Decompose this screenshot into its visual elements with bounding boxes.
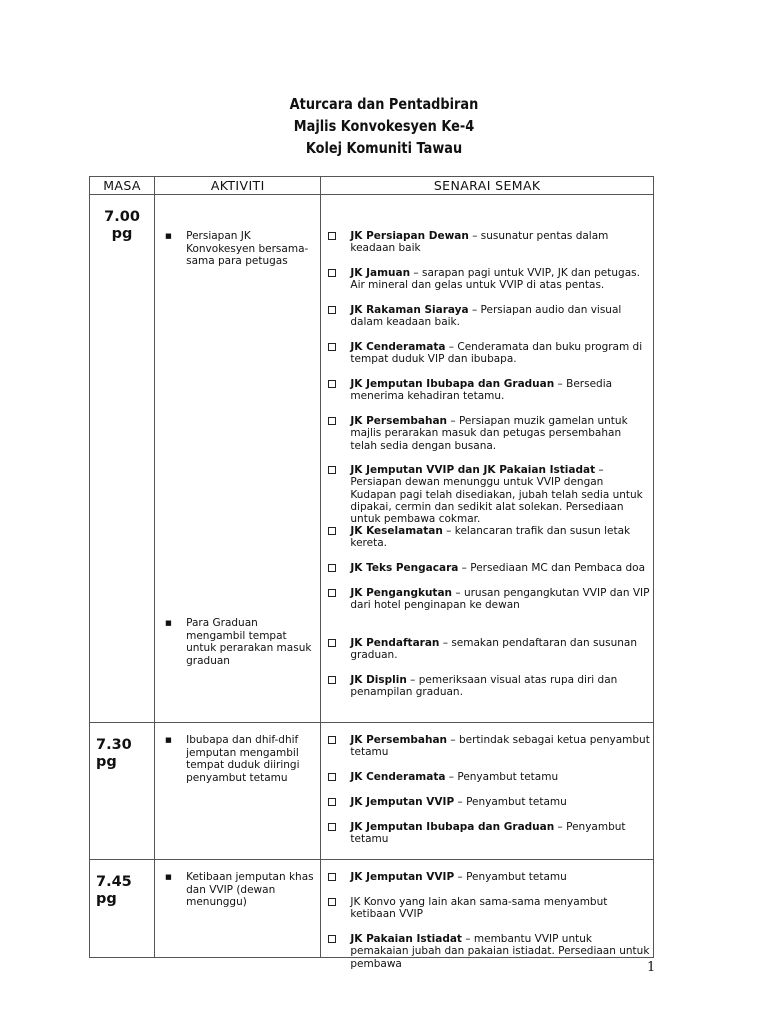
masa-suffix: pg [111,226,133,242]
document-title-line3: Kolej Komuniti Tawau [305,139,463,157]
square-bullet-icon: ■ [165,736,172,744]
square-bullet-icon: ■ [165,232,172,240]
senarai-semak-cell: JK Jemputan VVIP – Penyambut tetamu JK Konvo yang lain akan sama-sama menyambut ketibaan VVIP JK Pakaian Istiadat – membantu VVIP untuk pemakaian jubah dan pakaian istiadat. Persediaan untuk pembawa [321,860,654,958]
masa-value: 7.00 [104,209,140,225]
schedule-table [89,176,654,970]
senarai-semak-cell: JK Persembahan – bertindak sebagai ketua penyambut tetamu JK Cenderamata – Penyambut tetamu JK Jemputan VVIP – Penyambut tetamu JK Jemputan Ibubapa dan Graduan – Penyambut tetamu [321,723,654,860]
aktiviti-cell: ■ Persiapan JK Konvokesyen bersama-sama para petugas ■ Para Graduan mengambil tempat untuk perarakan masuk graduan [155,195,321,723]
masa-cell [90,860,155,958]
masa-time [90,723,154,771]
masa-value: 7.30 [96,737,132,753]
header-masa: MASA [90,177,155,195]
table-row [90,195,654,723]
masa-suffix: pg [96,754,117,770]
checkbox-icon [328,736,336,744]
masa-value: 7.45 [96,874,132,890]
checkbox-icon [328,306,336,314]
header-aktiviti: AKTIVITI [155,177,321,195]
checkbox-icon [328,898,336,906]
checkbox-icon [328,589,336,597]
checkbox-icon [328,873,336,881]
checkbox-icon [328,676,336,684]
square-bullet-icon: ■ [165,619,172,627]
checkbox-icon [328,639,336,647]
aktiviti-cell: ■ Ketibaan jemputan khas dan VVIP (dewan menunggu) [155,860,321,958]
checkbox-icon [328,935,336,943]
checkbox-icon [328,232,336,240]
table-row [90,860,654,958]
checkbox-icon [328,417,336,425]
masa-time [90,195,154,243]
table-row [90,723,654,860]
square-bullet-icon: ■ [165,873,172,881]
checkbox-icon [328,564,336,572]
checkbox-icon [328,527,336,535]
page-number: 1 [647,960,656,975]
masa-suffix: pg [96,891,117,907]
document-title-line1: Aturcara dan Pentadbiran [289,95,479,113]
checkbox-icon [328,466,336,474]
masa-time [90,860,154,908]
header-senarai-semak: SENARAI SEMAK [321,177,654,195]
checkbox-icon [328,773,336,781]
checkbox-icon [328,380,336,388]
aktiviti-cell: ■ Ibubapa dan dhif-dhif jemputan mengambil tempat duduk diiringi penyambut tetamu [155,723,321,860]
masa-cell [90,195,155,723]
table-header-row [90,177,654,195]
checkbox-icon [328,343,336,351]
masa-cell [90,723,155,860]
checkbox-icon [328,798,336,806]
checkbox-icon [328,269,336,277]
senarai-semak-cell: JK Persiapan Dewan – susunatur pentas dalam keadaan baik JK Jamuan – sarapan pagi untuk VVIP, JK dan petugas. Air mineral dan gelas untuk VVIP di atas pentas. JK Rakaman Siaraya – Persiapan audio dan visual dalam keadaan baik. JK Cenderamata – Cenderamata dan buku program di tempat duduk VIP dan ibubapa. JK Jemputan Ibubapa dan Graduan – Bersedia menerima kehadiran tetamu. JK Persembahan – Persiapan muzik gamelan untuk majlis perarakan masuk dan petugas persembahan telah sedia dengan busana. JK Jemputan VVIP dan JK Pakaian Istiadat – Persiapan dewan menunggu untuk VVIP dengan Kudapan pagi telah disediakan, jubah telah sedia untuk dipakai, cermin dan sedikit alat solekan. Persediaan untuk pembawa cokmar. JK Keselamatan – kelancaran trafik dan susun letak kereta. JK Teks Pengacara – Persediaan MC dan Pembaca doa JK Pengangkutan – urusan pengangkutan VVIP dan VIP dari hotel penginapan ke dewan JK Pendaftaran – semakan pendaftaran dan susunan graduan. JK Displin – pemeriksaan visual atas rupa diri dan penampilan graduan. [321,195,654,723]
checkbox-icon [328,823,336,831]
document-title-line2: Majlis Konvokesyen Ke-4 [293,117,475,135]
